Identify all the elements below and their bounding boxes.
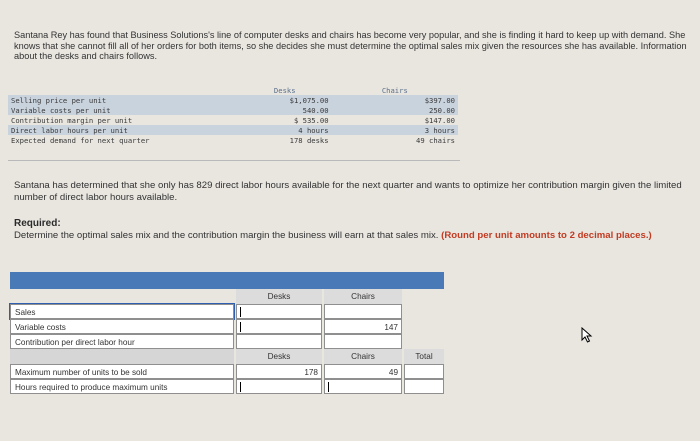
text-caret (240, 322, 241, 332)
info-row (8, 105, 458, 115)
grid-header-row (10, 289, 444, 304)
hours-required-label-input[interactable]: Hours required to produce maximum units (10, 379, 234, 394)
info-desks-value: $ 535.00 (293, 115, 329, 125)
hours-required-total-input[interactable] (404, 379, 444, 394)
rounding-note: (Round per unit amounts to 2 decimal places.) (441, 230, 652, 241)
info-desks-value: 4 hours (238, 125, 332, 135)
info-chairs-value: $147.00 (424, 115, 455, 125)
col-header-desks: Desks (236, 289, 322, 304)
mid-header-total: Total (404, 349, 444, 364)
info-desks-value: 540.00 (238, 105, 332, 115)
info-chairs-value: $397.00 (332, 95, 458, 105)
sales-desks-input[interactable] (236, 304, 322, 319)
required-heading: Required: (14, 218, 61, 229)
info-row (8, 95, 458, 105)
cm-per-dlh-desks-input[interactable] (236, 334, 322, 349)
max-units-total-input[interactable] (404, 364, 444, 379)
text-caret (328, 382, 329, 392)
col-header-chairs: Chairs (324, 289, 402, 304)
max-units-desks-input[interactable]: 178 (236, 364, 322, 379)
max-units-chairs-input[interactable]: 49 (324, 364, 402, 379)
required-body: Determine the optimal sales mix and the contribution margin the business will earn at that sales mix. (14, 230, 439, 241)
info-chairs-value: 3 hours (332, 125, 458, 135)
info-row-label: Contribution margin per unit (11, 115, 133, 125)
mouse-cursor-icon (580, 327, 596, 343)
grid-header-band (10, 272, 444, 289)
desk-chair-info-table (8, 86, 458, 145)
info-row-label: Expected demand for next quarter (11, 135, 150, 145)
hours-required-desks-input[interactable] (236, 379, 322, 394)
info-col-desks: Desks (273, 86, 296, 95)
grid-row-cm-per-dlh (10, 334, 444, 349)
max-units-label-input[interactable]: Maximum number of units to be sold (10, 364, 234, 379)
info-desks-value: $1,075.00 (238, 95, 332, 105)
divider (8, 160, 460, 161)
grid-row-max-units (10, 364, 444, 379)
info-row-label: Direct labor hours per unit (8, 125, 238, 135)
labor-hours-paragraph: Santana has determined that she only has 829 direct labor hours available for the next quarter and wants to optimize her contribution margin given the limited number of direct labor hours available. (14, 180, 682, 203)
info-row (8, 115, 458, 125)
grid-row-variable-costs (10, 319, 444, 334)
mid-header-desks: Desks (236, 349, 322, 364)
mid-header-chairs: Chairs (324, 349, 402, 364)
required-text (14, 230, 694, 242)
variable-costs-chairs-input[interactable]: 147 (324, 319, 402, 334)
hours-required-chairs-input[interactable] (324, 379, 402, 394)
info-row (8, 125, 458, 135)
info-col-chairs: Chairs (381, 86, 408, 95)
sales-label-input[interactable]: Sales (10, 304, 234, 319)
variable-costs-label-input[interactable]: Variable costs (10, 319, 234, 334)
info-row (8, 135, 458, 145)
grid-mid-header-row (10, 349, 444, 364)
info-header-row (8, 86, 458, 95)
grid-row-hours-required (10, 379, 444, 394)
cm-per-dlh-chairs-input[interactable] (324, 334, 402, 349)
intro-text: Santana Rey has found that Business Solutions's line of computer desks and chairs has become very popular, and she is finding it hard to keep up with demand. She knows that she cannot fill all of her orders for both items, so she decides she must determine the optimal sales mix given the resources she has available. Information about the desks and chairs follows. (14, 30, 687, 62)
info-chairs-value: 250.00 (332, 105, 458, 115)
text-caret (240, 382, 241, 392)
info-desks-value: 178 desks (289, 135, 329, 145)
text-caret (240, 307, 241, 317)
variable-costs-desks-input[interactable] (236, 319, 322, 334)
info-row-label: Variable costs per unit (8, 105, 238, 115)
grid-row-sales (10, 304, 444, 319)
cm-per-dlh-label-input[interactable]: Contribution per direct labor hour (10, 334, 234, 349)
sales-chairs-input[interactable] (324, 304, 402, 319)
answer-grid (10, 272, 444, 394)
info-chairs-value: 49 chairs (416, 135, 455, 145)
info-row-label: Selling price per unit (8, 95, 238, 105)
